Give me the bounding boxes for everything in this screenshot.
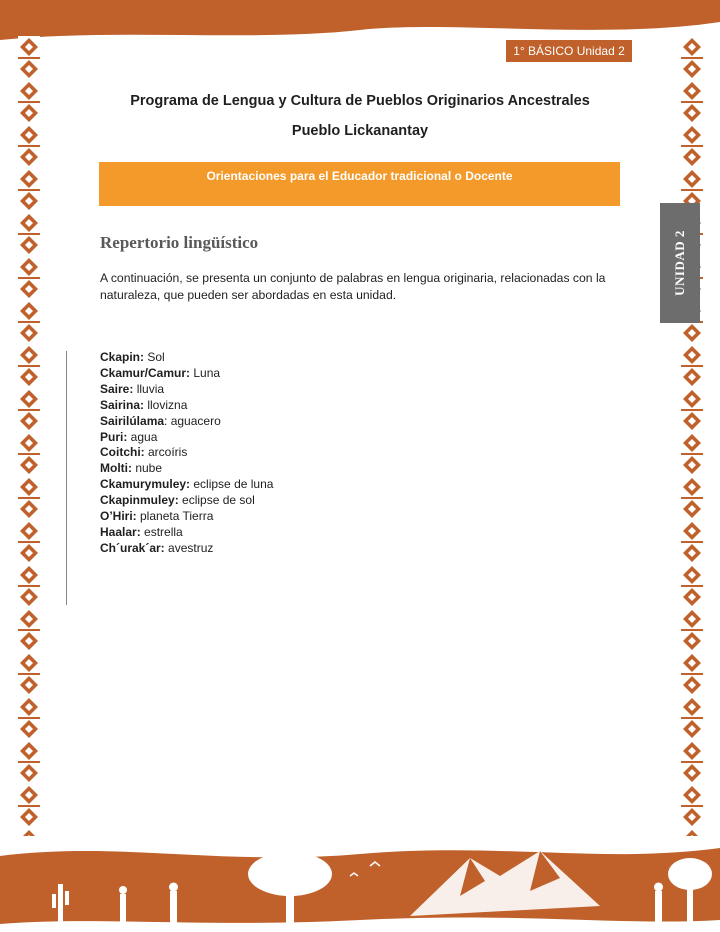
vocabulary-item: Saire: lluvia	[100, 381, 165, 396]
vocabulary-item: Ckapin: Sol	[100, 350, 165, 364]
people-title: Pueblo Lickanantay	[291, 123, 429, 139]
section-intro: A continuación, se presenta un conjunto de palabras en lengua originaria, relacionadas con la naturaleza, que pueden ser abordadas en esta unidad.	[100, 271, 606, 302]
unit-side-tab-label: UNIDAD 2	[672, 230, 687, 296]
top-wave-band	[0, 0, 720, 40]
vocabulary-margin-line	[66, 351, 67, 605]
vocabulary-item: Coitchi: arcoíris	[100, 445, 188, 460]
orientation-banner	[99, 162, 620, 206]
vocabulary-item: Molti: nube	[100, 461, 163, 476]
orientation-banner-text: Orientaciones para el Educador tradicional o Docente	[206, 169, 513, 183]
left-pattern-border	[18, 36, 40, 836]
vocabulary-item: O’Hiri: planeta Tierra	[100, 509, 214, 524]
vocabulary-item: Puri: agua	[100, 429, 158, 444]
vocabulary-item: Ckamur/Camur: Luna	[100, 365, 221, 380]
right-pattern-border	[681, 36, 703, 836]
vocabulary-item: Ch´urak´ar: avestruz	[100, 540, 214, 555]
section-title: Repertorio lingüístico	[100, 233, 259, 252]
vocabulary-list	[100, 350, 273, 557]
vocabulary-item: Sairilúlama: aguacero	[100, 413, 221, 428]
program-title: Programa de Lengua y Cultura de Pueblos Originarios Ancestrales	[130, 93, 590, 109]
vocabulary-item: Ckapinmuley: eclipse de sol	[100, 493, 255, 508]
vocabulary-item: Haalar: estrella	[100, 524, 183, 539]
footer-landscape-illustration	[0, 836, 720, 932]
unit-side-tab	[660, 203, 700, 323]
vocabulary-item: Ckamurymuley: eclipse de luna	[100, 477, 274, 492]
grade-unit-tag: 1° BÁSICO Unidad 2	[506, 40, 632, 62]
vocabulary-item: Sairina: llovizna	[100, 397, 188, 412]
